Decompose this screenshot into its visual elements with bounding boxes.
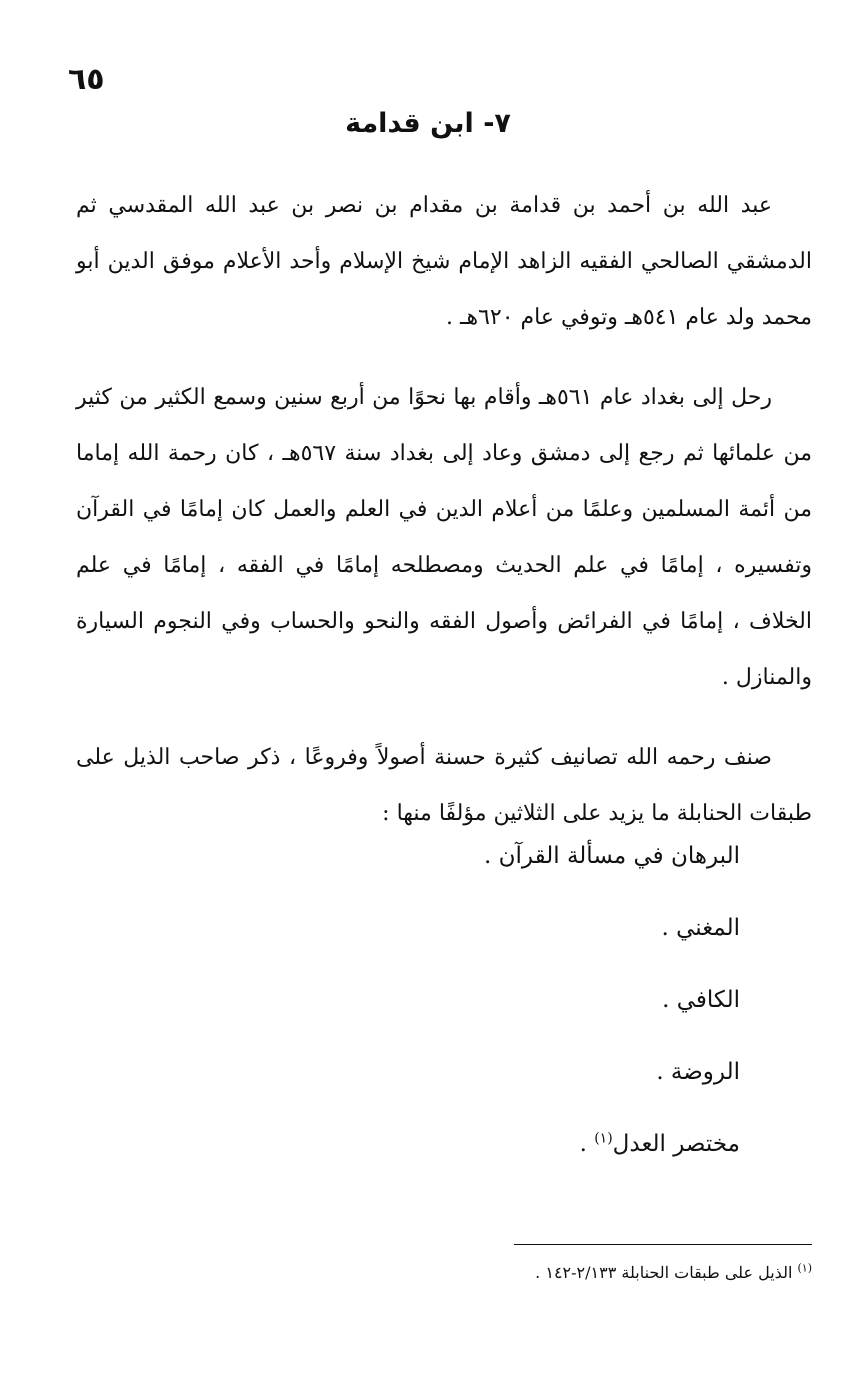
footnote-marker: (١) xyxy=(797,1261,812,1275)
book-item: الكافي . xyxy=(662,987,740,1013)
chapter-title: ٧- ابن قدامة xyxy=(345,108,511,139)
book-item: المغني . xyxy=(661,915,740,941)
book-punctuation: . xyxy=(579,1131,595,1157)
footnote xyxy=(535,1258,812,1288)
page-number: ٦٥ xyxy=(68,62,105,97)
body-text xyxy=(76,178,812,866)
footnote-reference: (١) xyxy=(594,1130,613,1147)
paragraph-works: صنف رحمه الله تصانيف كثيرة حسنة أصولاً وفروعًا ، ذكر صاحب الذيل على طبقات الحنابلة ما يزيد على الثلاثين مؤلفًا منها : xyxy=(76,745,812,826)
paragraph-travels: رحل إلى بغداد عام ٥٦١هـ وأقام بها نحوًا من أربع سنين وسمع الكثير من كثير من علمائها ثم رجع إلى دمشق وعاد إلى بغداد سنة ٥٦٧هـ ، كان رحمة الله إماما من أئمة المسلمين وعلمًا من أعلام الدين في العلم والعمل كان إمامًا في القرآن وتفسيره ، إمامًا في علم الحديث ومصطلحه إمامًا في الفقه ، إمامًا في علم الخلاف ، إمامًا في الفرائض وأصول الفقه والنحو والحساب وفي النجوم السيارة والمنازل . xyxy=(76,385,812,690)
paragraph-biography: عبد الله بن أحمد بن قدامة بن مقدام بن نصر بن عبد الله المقدسي ثم الدمشقي الصالحي الفقيه الزاهد الإمام شيخ الإسلام وأحد الأعلام موفق الدين أبو محمد ولد عام ٥٤١هـ وتوفي عام ٦٢٠هـ . xyxy=(76,193,812,330)
book-item: الروضة . xyxy=(656,1059,740,1085)
book-item: البرهان في مسألة القرآن . xyxy=(484,843,740,869)
book-title: مختصر العدل xyxy=(612,1131,740,1157)
footnote-text: الذيل على طبقات الحنابلة ٢/١٣٣-١٤٢ . xyxy=(535,1263,793,1282)
book-item xyxy=(484,1114,740,1186)
book-list xyxy=(484,826,740,1186)
footnote-divider xyxy=(514,1244,812,1245)
